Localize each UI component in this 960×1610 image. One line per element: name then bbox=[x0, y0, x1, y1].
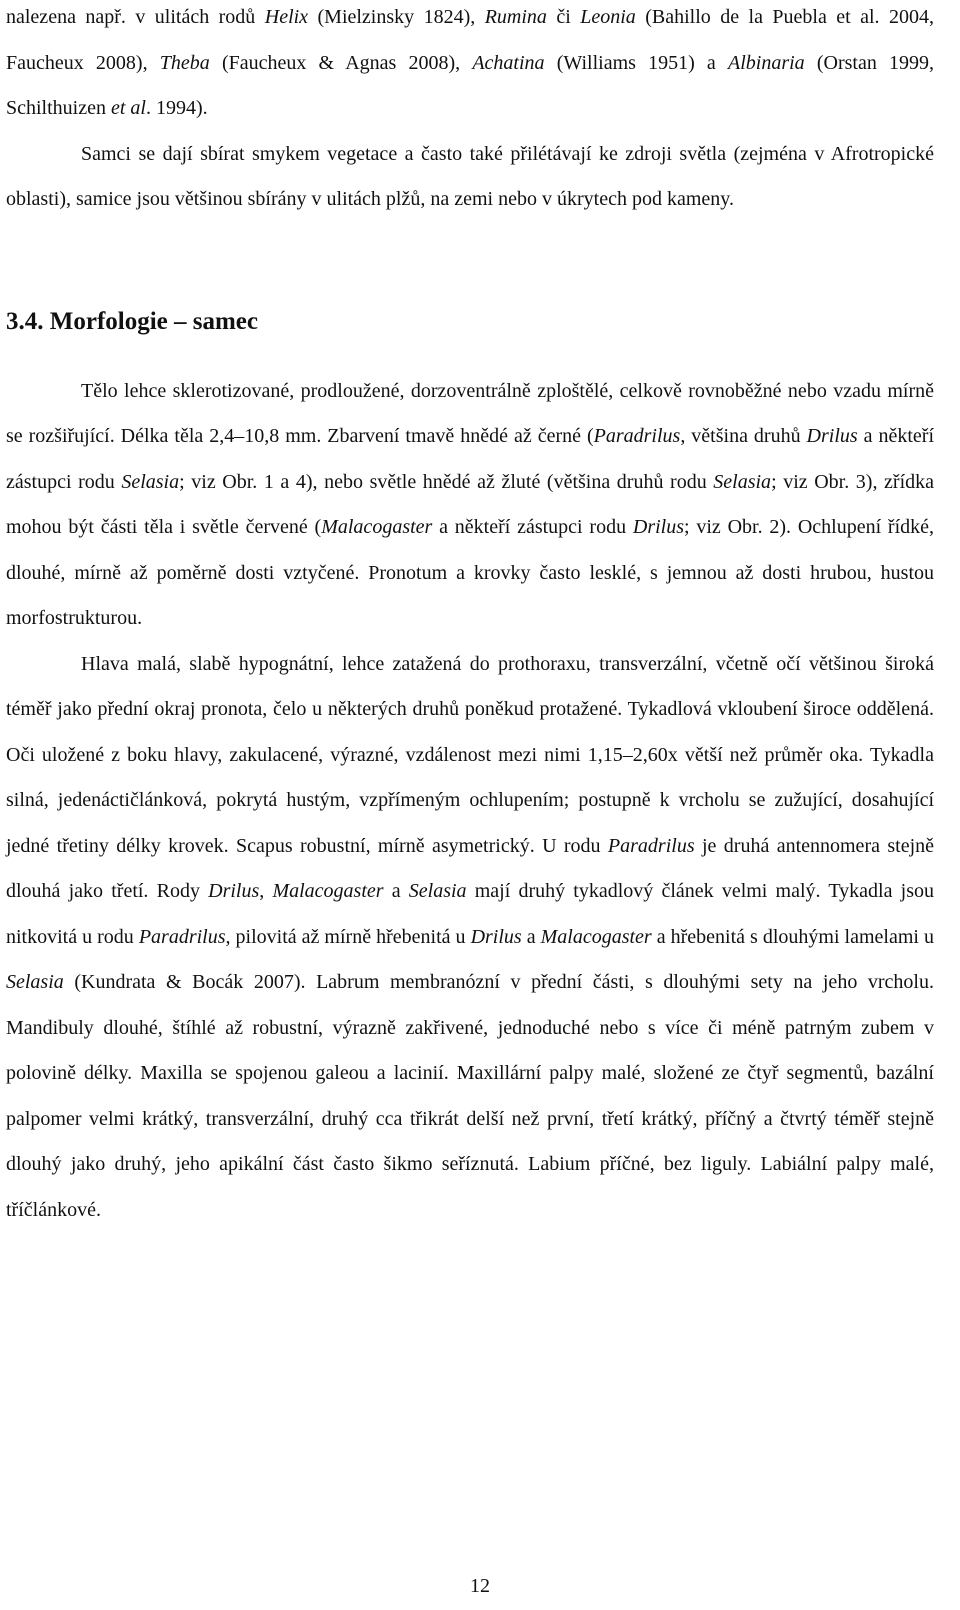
italic-taxon-text: Drilus bbox=[208, 880, 260, 902]
italic-taxon-text: Achatina bbox=[472, 51, 545, 74]
italic-taxon-text: Drilus bbox=[806, 425, 858, 447]
italic-taxon-text: Theba bbox=[159, 51, 210, 74]
italic-taxon-text: Paradrilus bbox=[607, 834, 695, 857]
continuation-paragraph: nalezena např. v ulitách rodů Helix (Mielzinsky 1824), Rumina či Leonia (Bahillo de la Puebla et al. 2004, Faucheux 2008), Theba (Faucheux & Agnas 2008), Achatina (Williams 1951) a Albinaria (Orstan 1999, Schilthuizen et al. 1994). bbox=[6, 6, 935, 119]
italic-taxon-text: Selasia bbox=[6, 971, 64, 993]
italic-taxon-text: Malacogaster bbox=[272, 880, 384, 902]
italic-taxon-text: Malacogaster bbox=[540, 925, 652, 948]
males-collection-paragraph: Samci se dají sbírat smykem vegetace a často také přilétávají ke zdroji světla (zejména v Afrotropické oblasti), samice jsou většinou sbírány v ulitách plžů, na zemi nebo v úkrytech pod kameny. bbox=[6, 142, 934, 210]
italic-taxon-text: Albinaria bbox=[728, 51, 805, 74]
italic-taxon-text: Malacogaster bbox=[321, 516, 433, 538]
italic-taxon-text: Rumina bbox=[484, 6, 547, 28]
italic-taxon-text: Paradrilus bbox=[138, 925, 226, 948]
italic-taxon-text: Selasia bbox=[408, 880, 467, 902]
document-page bbox=[6, 0, 934, 1233]
page-number: 12 bbox=[470, 1575, 490, 1597]
italic-taxon-text: Paradrilus bbox=[593, 425, 681, 447]
italic-taxon-text: Selasia bbox=[713, 470, 772, 493]
italic-taxon-text: Selasia bbox=[121, 470, 180, 493]
italic-taxon-text: Helix bbox=[264, 6, 309, 28]
italic-taxon-text: et al bbox=[110, 97, 146, 119]
head-description-paragraph: Hlava malá, slabě hypognátní, lehce zatažená do prothoraxu, transverzální, včetně očí většinou široká téměř jako přední okraj pronota, čelo u některých druhů poněkud protažené. Tykadlová vkloubení široce oddělená. Oči uložené z boku hlavy, zakulacené, výrazné, vzdálenost mezi nimi 1,15–2,60x větší než průměr oka. Tykadla silná, jedenáctičlánková, pokrytá hustým, vzpřímeným ochlupením; postupně k vrcholu se zužující, dosahující jedné třetiny délky krovek. Scapus robustní, mírně asymetrický. U rodu Paradrilus je druhá antennomera stejně dlouhá jako třetí. Rody Drilus, Malacogaster a Selasia mají druhý tykadlový článek velmi malý. Tykadla jsou nitkovitá u rodu Paradrilus, pilovitá až mírně hřebenitá u Drilus a Malacogaster a hřebenitá s dlouhými lamelami u Selasia (Kundrata & Bocák 2007). Labrum membranózní v přední části, s dlouhými sety na jeho vrcholu. Mandibuly dlouhé, štíhlé až robustní, výrazně zakřivené, jednoduché nebo s více či méně patrným zubem v polovině délky. Maxilla se spojenou galeou a lacinií. Maxillární palpy malé, složené ze čtyř segmentů, bazální palpomer velmi krátký, transverzální, druhý cca třikrát delší než první, třetí krátký, příčný a čtvrtý téměř stejně dlouhý jako druhý, jeho apikální část často šikmo seříznutá. Labium příčné, bez liguly. Labiální palpy malé, tříčlánkové. bbox=[6, 652, 934, 1221]
italic-taxon-text: Drilus bbox=[470, 925, 522, 948]
italic-taxon-text: Drilus bbox=[632, 516, 684, 538]
section-heading: 3.4. Morfologie – samec bbox=[6, 307, 259, 335]
body-description-paragraph: Tělo lehce sklerotizované, prodloužené, dorzoventrálně zploštělé, celkově rovnoběžné nebo vzadu mírně se rozšiřující. Délka těla 2,4–10,8 mm. Zbarvení tmavě hnědé až černé (Paradrilus, většina druhů Drilus a někteří zástupci rodu Selasia; viz Obr. 1 a 4), nebo světle hnědé až žluté (většina druhů rodu Selasia; viz Obr. 3), zřídka mohou být části těla i světle červené (Malacogaster a někteří zástupci rodu Drilus; viz Obr. 2). Ochlupení řídké, dlouhé, mírně až poměrně dosti vztyčené. Pronotum a krovky často lesklé, s jemnou až dosti hrubou, hustou morfostrukturou. bbox=[6, 379, 935, 629]
italic-taxon-text: Leonia bbox=[580, 6, 636, 28]
